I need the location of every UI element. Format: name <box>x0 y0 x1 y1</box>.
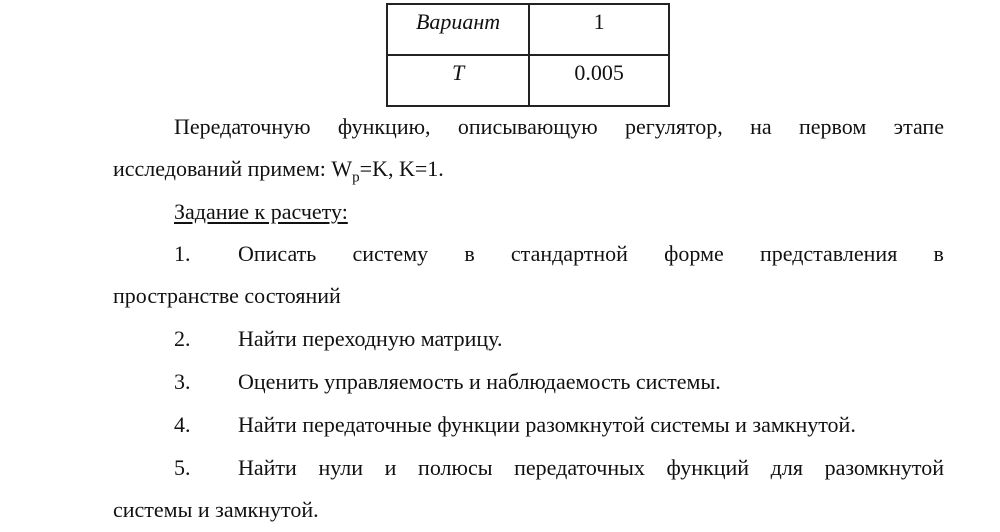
word: систему <box>352 241 429 266</box>
word: полюсы <box>418 455 493 480</box>
subscript-p: p <box>352 169 360 186</box>
word: Найти <box>238 455 297 480</box>
word: форме <box>664 241 724 266</box>
period-label-cell: T <box>387 55 529 106</box>
item-number: 5. <box>174 455 191 480</box>
item1-line1 <box>238 240 944 268</box>
paragraph1-text: исследований примем: W <box>113 156 353 181</box>
item5-line1 <box>238 454 944 482</box>
item3-text: Оценить управляемость и наблюдаемость системы. <box>238 369 721 394</box>
item1-line2: пространстве состояний <box>113 283 341 308</box>
paragraph1-line2 <box>113 155 444 191</box>
item-number: 2. <box>174 326 191 351</box>
item2-text: Найти переходную матрицу. <box>238 326 503 351</box>
word: этапе <box>893 114 944 139</box>
word: и <box>384 455 397 480</box>
word: первом <box>799 114 867 139</box>
word: функций <box>666 455 750 480</box>
word: регулятор, <box>625 114 723 139</box>
word: для <box>770 455 803 480</box>
item5-line2: системы и замкнутой. <box>113 497 319 522</box>
word: Описать <box>238 241 317 266</box>
word: в <box>464 241 475 266</box>
item-number: 3. <box>174 369 191 394</box>
table-row <box>387 55 669 106</box>
period-value-cell: 0.005 <box>529 55 669 106</box>
word: Передаточную <box>174 114 311 139</box>
word: описывающую <box>457 114 598 139</box>
item-number: 4. <box>174 412 191 437</box>
word: функцию, <box>337 114 431 139</box>
word: стандартной <box>510 241 628 266</box>
word: нули <box>318 455 364 480</box>
word: передаточных <box>514 455 645 480</box>
word: в <box>933 241 944 266</box>
variant-table <box>386 3 670 107</box>
table-row <box>387 4 669 55</box>
task-heading: Задание к расчету: <box>174 199 348 224</box>
item-number: 1. <box>174 241 191 266</box>
paragraph1-formula: =K, K=1. <box>359 156 444 181</box>
variant-value-cell: 1 <box>529 4 669 55</box>
word: на <box>750 114 772 139</box>
paragraph1-line1 <box>174 113 944 141</box>
word: представления <box>759 241 898 266</box>
item4-text: Найти передаточные функции разомкнутой системы и замкнутой. <box>238 412 856 437</box>
word: разомкнутой <box>824 455 944 480</box>
variant-label-cell: Вариант <box>387 4 529 55</box>
